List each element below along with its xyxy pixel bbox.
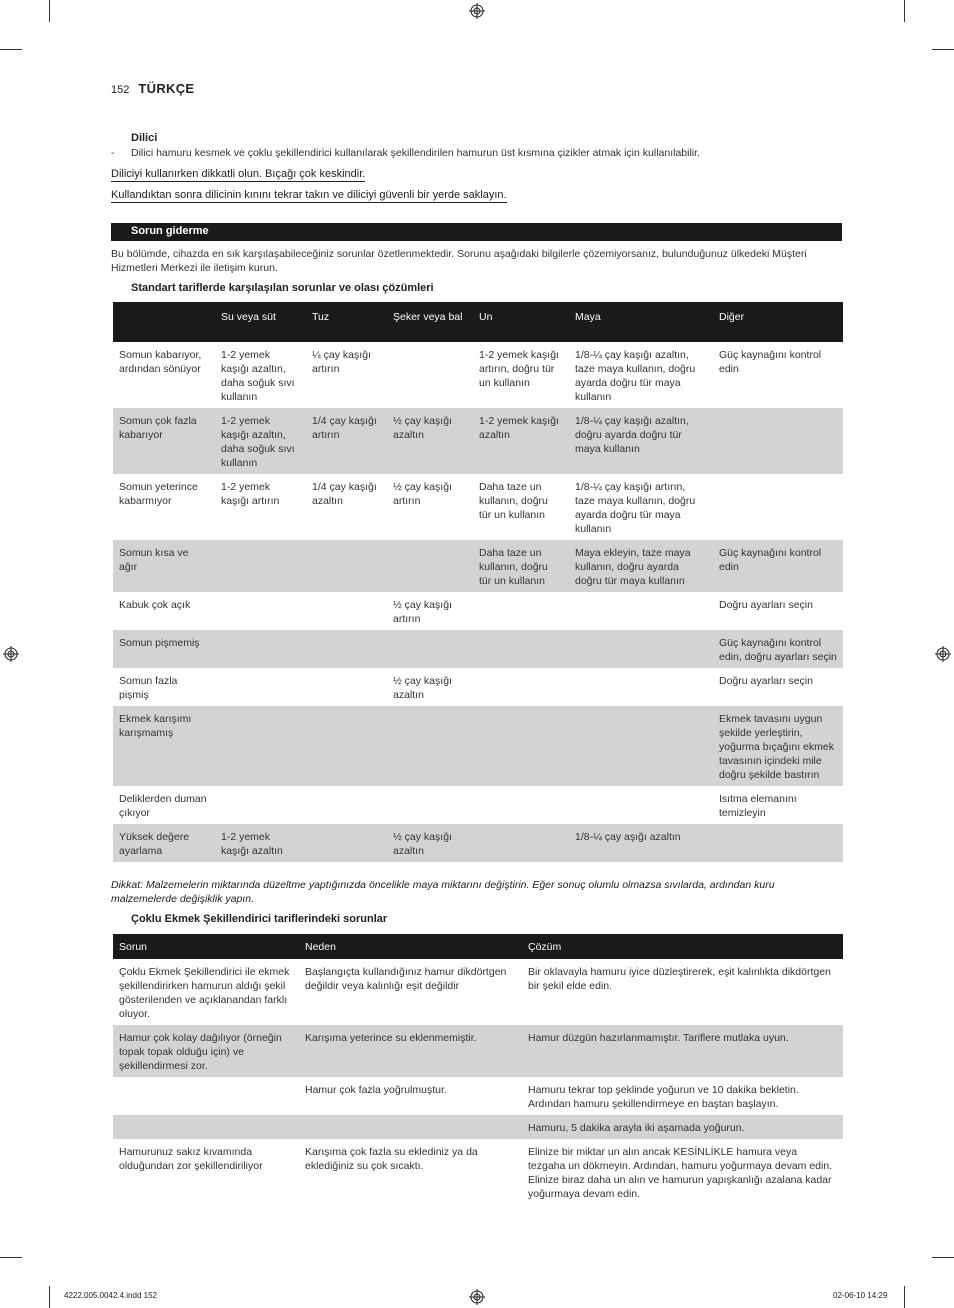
table-cell: Somun yeterince kabarmıyor xyxy=(119,481,198,507)
table-cell xyxy=(569,630,713,668)
footer-date: 02-06-10 14:29 xyxy=(833,1291,888,1300)
table-cell xyxy=(713,408,843,474)
language-title: TÜRKÇE xyxy=(138,81,195,96)
column-header xyxy=(113,302,215,342)
table-cell: Daha taze un kullanın, doğru tür un kullanın xyxy=(473,540,569,592)
note-text: Dikkat: Malzemelerin miktarında düzeltme yaptığınızda öncelikle maya miktarını değiştirin. Eğer sonuç olumlu olmazsa sıvılarda, ardından kuru malzemelerde değişiklik yapın. xyxy=(111,879,775,905)
table-cell xyxy=(306,540,387,592)
table-cell xyxy=(215,668,306,706)
standard-recipes-table xyxy=(113,302,843,862)
table-row xyxy=(113,824,843,862)
crop-mark xyxy=(49,0,50,22)
column-header: Tuz xyxy=(306,302,387,342)
page-number: 152 xyxy=(111,84,130,96)
column-header: Neden xyxy=(299,934,522,959)
crop-mark xyxy=(49,1286,50,1308)
table-cell: Somun kabarıyor, ardından sönüyor xyxy=(119,349,202,375)
table-cell xyxy=(713,824,843,862)
table-cell: Elinize bir miktar un alın ancak KESİNLİKLE hamura veya tezgaha un dökmeyin. Ardından, hamuru yoğurmaya devam edin. Elinize biraz daha un alın ve hamurun yapışkanlığı azalana kadar yoğurmaya devam edin. xyxy=(528,1146,833,1200)
table-cell: Hamurunuz sakız kıvamında olduğundan zor şekillendiriliyor xyxy=(119,1146,263,1172)
table-cell: ½ çay kaşığı artırın xyxy=(393,481,452,507)
table-cell: 1/4 çay kaşığı artırın xyxy=(306,408,387,474)
table-cell xyxy=(306,668,387,706)
list-dash: - xyxy=(111,147,115,159)
column-header: Şeker veya bal xyxy=(387,302,473,342)
column-header: Maya xyxy=(569,302,713,342)
table-row xyxy=(113,706,843,786)
table-cell: Karışıma çok fazla su eklediniz ya da eklediğiniz su çok sıcaktı. xyxy=(305,1146,478,1172)
table-cell xyxy=(299,1115,522,1139)
dilici-heading: Dilici xyxy=(131,132,158,144)
column-header: Diğer xyxy=(713,302,843,342)
table-row xyxy=(113,342,843,408)
column-header: Çözüm xyxy=(522,934,843,959)
table-row xyxy=(113,474,843,540)
table-cell: Kabuk çok açık xyxy=(119,599,191,611)
table-row xyxy=(113,1115,843,1139)
table-cell: Somun çok fazla kabarıyor xyxy=(113,408,215,474)
table-row xyxy=(113,408,843,474)
table-cell: Somun kısa ve ağır xyxy=(113,540,215,592)
table-cell: 1-2 yemek kaşığı artırın, doğru tür un kullanın xyxy=(479,349,559,389)
table-cell xyxy=(387,630,473,668)
table-cell xyxy=(473,592,569,630)
table-cell: Daha taze un kullanın, doğru tür un kullanın xyxy=(479,481,548,521)
table-cell: 1/8-¼ çay aşığı azaltın xyxy=(569,824,713,862)
table-cell xyxy=(473,668,569,706)
table-cell: Güç kaynağını kontrol edin, doğru ayarları seçin xyxy=(713,630,843,668)
table-cell: 1-2 yemek kaşığı artırın xyxy=(221,481,280,507)
column-header: Un xyxy=(473,302,569,342)
table-cell xyxy=(387,706,473,786)
table-row xyxy=(113,959,843,1025)
table-cell: 1-2 yemek kaşığı azaltın, daha soğuk sıvı kullanın xyxy=(221,349,295,403)
table-cell: Somun pişmemiş xyxy=(113,630,215,668)
table-cell: Güç kaynağını kontrol edin xyxy=(719,349,822,375)
table-cell: Doğru ayarları seçin xyxy=(719,599,813,611)
table-cell: ½ çay kaşığı artırın xyxy=(393,599,452,625)
table-cell: 1-2 yemek kaşığı azaltın xyxy=(473,408,569,474)
table-cell: 1-2 yemek kaşığı azaltın xyxy=(215,824,306,862)
table-cell: ½ çay kaşığı azaltın xyxy=(393,675,452,701)
table-header-row xyxy=(113,302,843,342)
table-cell xyxy=(306,786,387,824)
table-cell: Isıtma elemanını temizleyin xyxy=(719,793,797,819)
table-row xyxy=(113,1077,843,1115)
table-cell: Deliklerden duman çıkıyor xyxy=(119,793,207,819)
table-cell: 1/8-¼ çay kaşığı azaltın, taze maya kullanın, doğru ayarda doğru tür maya kullanın xyxy=(575,349,696,403)
crop-mark xyxy=(0,49,22,50)
subsection-title: Standart tariflerde karşılaşılan sorunlar ve olası çözümleri xyxy=(131,282,434,294)
table-cell: Hamur çok fazla yoğrulmuştur. xyxy=(305,1084,447,1096)
table-cell: ½ çay kaşığı azaltın xyxy=(387,408,473,474)
table-cell: Doğru ayarları seçin xyxy=(719,675,813,687)
table-cell: Yüksek değere ayarlama xyxy=(113,824,215,862)
table-cell: Somun fazla pişmiş xyxy=(119,675,178,701)
table-cell xyxy=(473,630,569,668)
table-cell xyxy=(215,592,306,630)
intro-paragraph: Bu bölümde, cihazda en sık karşılaşabileceğiniz sorunlar özetlenmektedir. Sorunu aşağıdaki bilgilerle çözemiyorsanız, bulunduğunuz ülkedeki Müşteri Hizmetleri Merkezi ile iletişim kurun. xyxy=(111,248,807,274)
table-cell xyxy=(306,592,387,630)
dilici-list-item xyxy=(111,147,700,159)
table-cell xyxy=(387,540,473,592)
table-row xyxy=(113,540,843,592)
subsection-title: Çoklu Ekmek Şekillendirici tariflerindeki sorunlar xyxy=(131,913,388,925)
table-cell: Çoklu Ekmek Şekillendirici ile ekmek şekillendirirken hamurun aldığı şekil gösterilenden ve açıklanandan farklı oluyor. xyxy=(119,966,290,1020)
crop-mark xyxy=(0,1257,22,1258)
registration-mark-icon xyxy=(469,1289,485,1305)
table-cell xyxy=(473,824,569,862)
table-cell: Bir oklavayla hamuru iyice düzleştirerek, eşit kalınlıkta dikdörtgen bir şekil elde edin. xyxy=(528,966,831,992)
table-row xyxy=(113,630,843,668)
table-cell: Hamur düzgün hazırlanmamıştır. Tariflere mutlaka uyun. xyxy=(522,1025,843,1077)
section-title-bar: Sorun giderme xyxy=(111,223,842,241)
footer-file-info: 4222.005.0042.4.indd 152 xyxy=(64,1291,157,1300)
table-cell: Hamuru tekrar top şeklinde yoğurun ve 10 dakika bekletin. Ardından hamuru şekillendirmeye en baştan başlayın. xyxy=(528,1084,799,1110)
table-cell xyxy=(113,1115,299,1139)
table-cell: Hamuru, 5 dakika arayla iki aşamada yoğurun. xyxy=(522,1115,843,1139)
table-cell: Maya ekleyin, taze maya kullanın, doğru ayarda doğru tür maya kullanın xyxy=(569,540,713,592)
table-cell xyxy=(473,706,569,786)
table-cell xyxy=(306,706,387,786)
table-cell xyxy=(215,540,306,592)
dilici-item-text: Dilici hamuru kesmek ve çoklu şekillendirici kullanılarak şekillendirilen hamurun üst kısmına çizikler atmak için kullanılabilir. xyxy=(131,147,700,159)
table-cell: Ekmek tavasını uygun şekilde yerleştirin, yoğurma bıçağını ekmek tavasının içindeki mile doğru şekilde bastırın xyxy=(713,706,843,786)
table-cell xyxy=(306,824,387,862)
table-cell xyxy=(569,592,713,630)
crop-mark xyxy=(932,49,954,50)
table-cell xyxy=(113,1077,299,1115)
warning-text: Diliciyi kullanırken dikkatli olun. Bıçağı çok keskindir. xyxy=(111,168,366,180)
crop-mark xyxy=(904,0,905,22)
table-row xyxy=(113,668,843,706)
registration-mark-icon xyxy=(469,3,485,19)
table-cell xyxy=(473,786,569,824)
page-header xyxy=(111,81,194,96)
table-row xyxy=(113,1139,843,1205)
table-cell: 1/8-¼ çay kaşığı azaltın, doğru ayarda doğru tür maya kullanın xyxy=(569,408,713,474)
registration-mark-icon xyxy=(3,646,19,662)
table-cell: ¼ çay kaşığı artırın xyxy=(312,349,371,375)
table-cell xyxy=(306,630,387,668)
table-cell: 1-2 yemek kaşığı azaltın, daha soğuk sıvı kullanın xyxy=(215,408,306,474)
table-header-row xyxy=(113,934,843,959)
table-cell xyxy=(215,630,306,668)
table-cell: 1/4 çay kaşığı azaltın xyxy=(312,481,377,507)
table-cell: 1/8-¼ çay kaşığı artırın, taze maya kullanın, doğru ayarda doğru tür maya kullanın xyxy=(575,481,696,535)
table-cell xyxy=(713,474,843,540)
multi-shaper-table xyxy=(113,934,843,1205)
table-cell xyxy=(569,706,713,786)
table-cell xyxy=(215,706,306,786)
registration-mark-icon xyxy=(935,646,951,662)
table-cell: Ekmek karışımı karışmamış xyxy=(113,706,215,786)
table-cell: Başlangıçta kullandığınız hamur dikdörtgen değildir veya kalınlığı eşit değildir xyxy=(305,966,507,992)
warning-text: Kullandıktan sonra dilicinin kınını tekrar takın ve diliciyi güvenli bir yerde saklayın. xyxy=(111,189,507,201)
table-cell xyxy=(215,786,306,824)
table-cell xyxy=(387,342,473,408)
table-cell: ½ çay kaşığı azaltın xyxy=(387,824,473,862)
crop-mark xyxy=(932,1257,954,1258)
table-cell: Hamur çok kolay dağılıyor (örneğin topak topak olduğu için) ve şekillendirmesi zor. xyxy=(113,1025,299,1077)
column-header: Su veya süt xyxy=(215,302,306,342)
table-cell: Karışıma yeterince su eklenmemiştir. xyxy=(299,1025,522,1077)
table-cell xyxy=(569,786,713,824)
table-cell: Güç kaynağını kontrol edin xyxy=(713,540,843,592)
table-row xyxy=(113,1025,843,1077)
column-header: Sorun xyxy=(113,934,299,959)
table-cell xyxy=(569,668,713,706)
table-cell xyxy=(387,786,473,824)
table-row xyxy=(113,592,843,630)
crop-mark xyxy=(904,1286,905,1308)
table-row xyxy=(113,786,843,824)
